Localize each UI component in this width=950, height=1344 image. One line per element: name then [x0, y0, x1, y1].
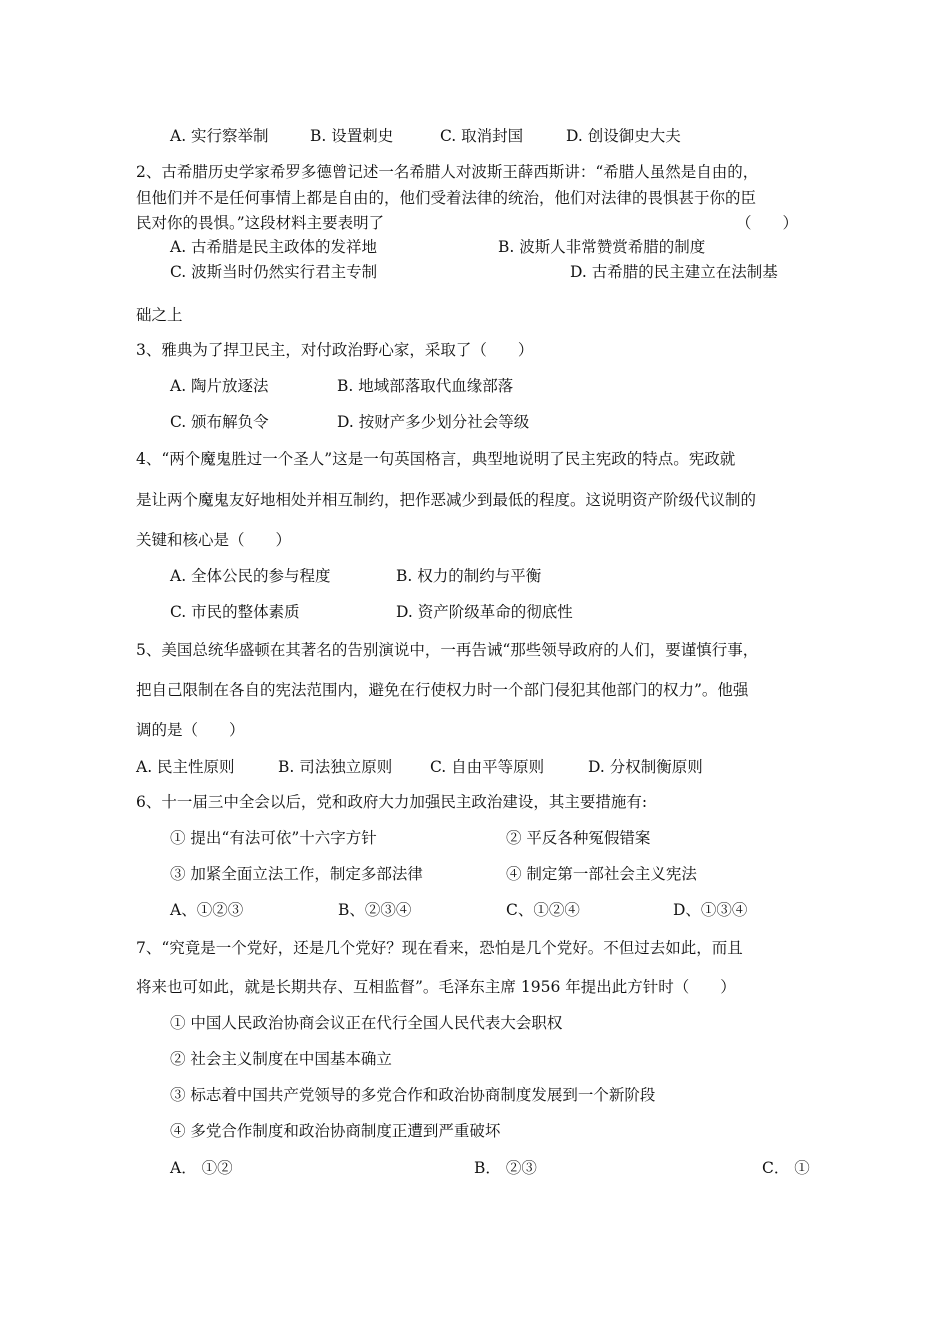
q4-option-b: B. 权力的制约与平衡 — [396, 567, 542, 585]
q1-option-d: D. 创设御史大夫 — [566, 127, 681, 145]
q5-option-b: B. 司法独立原则 — [278, 758, 393, 776]
q7-option-b: B． ②③ — [474, 1159, 537, 1177]
q7-item-1: ① 中国人民政治协商会议正在代行全国人民代表大会职权 — [170, 1014, 563, 1032]
q2-option-c: C. 波斯当时仍然实行君主专制 — [170, 263, 378, 281]
q7-option-c: C． ① — [762, 1159, 810, 1177]
q3-option-b: B. 地域部落取代血缘部落 — [337, 377, 514, 395]
q6-stem: 6、十一届三中全会以后，党和政府大力加强民主政治建设，其主要措施有: — [136, 793, 648, 811]
q6-option-b: B、②③④ — [338, 901, 412, 919]
q4-stem-line-3: 关键和核心是（ ） — [136, 531, 292, 549]
q6-item-2: ② 平反各种冤假错案 — [506, 829, 651, 847]
q7-item-3: ③ 标志着中国共产党领导的多党合作和政治协商制度发展到一个新阶段 — [170, 1086, 656, 1104]
q3-option-c: C. 颁布解负令 — [170, 413, 269, 431]
q5-option-a: A. 民主性原则 — [136, 758, 235, 776]
q7-stem-line-1: 7、“究竟是一个党好，还是几个党好？现在看来，恐怕是几个党好。不但过去如此，而且 — [136, 939, 743, 957]
q7-option-a: A． ①② — [170, 1159, 233, 1177]
q6-option-a: A、①②③ — [170, 901, 244, 919]
q6-item-1: ① 提出“有法可依”十六字方针 — [170, 829, 377, 847]
q1-option-a: A. 实行察举制 — [170, 127, 269, 145]
q2-option-b: B. 波斯人非常赞赏希腊的制度 — [498, 238, 706, 256]
q1-option-b: B. 设置刺史 — [310, 127, 394, 145]
q6-item-3: ③ 加紧全面立法工作，制定多部法律 — [170, 865, 423, 883]
q6-item-4: ④ 制定第一部社会主义宪法 — [506, 865, 697, 883]
q4-stem-line-1: 4、“两个魔鬼胜过一个圣人”这是一句英国格言，典型地说明了民主宪政的特点。宪政就 — [136, 450, 736, 468]
q5-option-c: C. 自由平等原则 — [430, 758, 545, 776]
q3-option-d: D. 按财产多少划分社会等级 — [337, 413, 530, 431]
q5-stem-line-3: 调的是（ ） — [136, 721, 245, 739]
q5-stem-line-2: 把自己限制在各自的宪法范围内，避免在行使权力时一个部门侵犯其他部门的权力”。他强 — [136, 681, 749, 699]
q4-option-c: C. 市民的整体素质 — [170, 603, 300, 621]
q1-option-c: C. 取消封国 — [440, 127, 524, 145]
q7-item-2: ② 社会主义制度在中国基本确立 — [170, 1050, 392, 1068]
q2-option-d: D. 古希腊的民主建立在法制基 — [570, 263, 778, 281]
q5-option-d: D. 分权制衡原则 — [588, 758, 703, 776]
q5-stem-line-1: 5、美国总统华盛顿在其著名的告别演说中，一再告诫“那些领导政府的人们，要谨慎行事， — [136, 641, 759, 659]
q2-stem-line-3: 民对你的畏惧。”这段材料主要表明了 — [136, 214, 385, 232]
q4-stem-line-2: 是让两个魔鬼友好地相处并相互制约，把作恶减少到最低的程度。这说明资产阶级代议制的 — [136, 491, 757, 509]
q2-option-d-continuation: 础之上 — [136, 306, 183, 324]
q2-stem-line-1: 2、古希腊历史学家希罗多德曾记述一名希腊人对波斯王薛西斯讲：“希腊人虽然是自由的， — [136, 163, 759, 181]
q7-stem-line-2: 将来也可如此，就是长期共存、互相监督”。毛泽东主席 1956 年提出此方针时（ ） — [136, 978, 736, 996]
q7-item-4: ④ 多党合作制度和政治协商制度正遭到严重破坏 — [170, 1122, 501, 1140]
answer-bracket: （ ） — [736, 214, 799, 232]
q2-option-a: A. 古希腊是民主政体的发祥地 — [170, 238, 378, 256]
q4-option-d: D. 资产阶级革命的彻底性 — [396, 603, 573, 621]
q2-stem-line-2: 但他们并不是任何事情上都是自由的，他们受着法律的统治，他们对法律的畏惧甚于你的臣 — [136, 189, 757, 207]
q3-option-a: A. 陶片放逐法 — [170, 377, 269, 395]
q6-option-d: D、①③④ — [673, 901, 748, 919]
q4-option-a: A. 全体公民的参与程度 — [170, 567, 331, 585]
q6-option-c: C、①②④ — [506, 901, 580, 919]
q3-stem: 3、雅典为了捍卫民主，对付政治野心家，采取了（ ） — [136, 341, 534, 359]
